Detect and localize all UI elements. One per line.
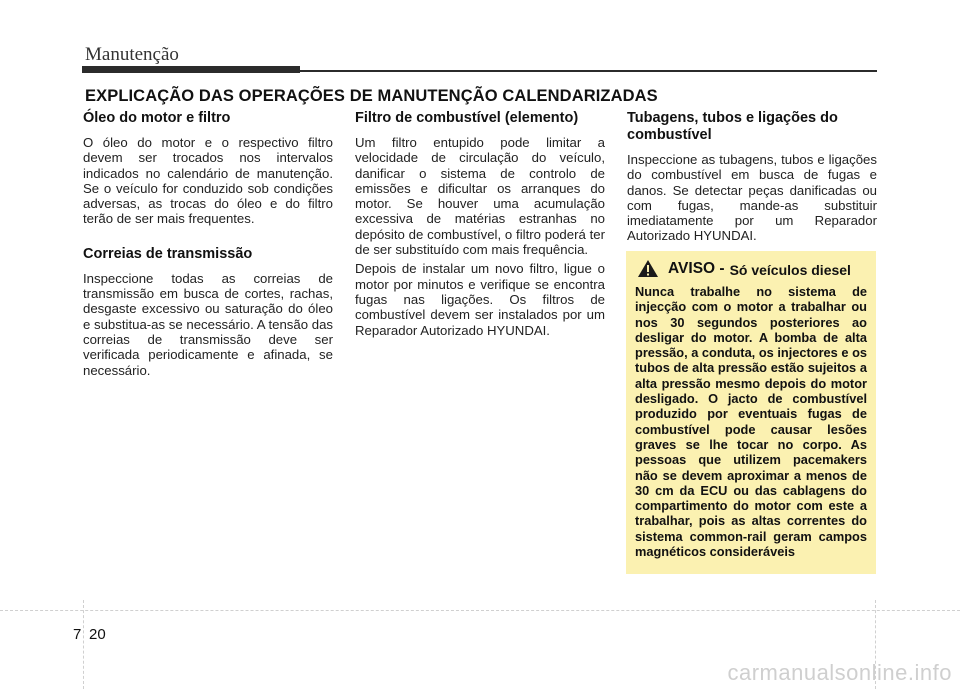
warning-title-row	[635, 259, 867, 278]
header-rule-thin	[300, 70, 877, 72]
fuel-filter-text-2: Depois de instalar um novo filtro, ligue o motor por minutos e verifique se encontra fugas nas ligações. Os filtros de combustível devem ser instalados por um Reparador Autorizado HYUNDAI.	[355, 261, 605, 338]
warning-subtitle: Só veículos diesel	[729, 262, 851, 278]
page-number: 20	[89, 626, 106, 643]
warning-text: Nunca trabalhe no sistema de injecção com o motor a trabalhar ou nos 30 segundos posteriores ao desligar do motor. A bomba de alta pressão, a conduta, os injectores e os tubos de alta pressão estão sujeitos a alta pressão mesmo depois do motor desligado. O jacto de combustível produzido por eventuais fugas de combustível pode causar lesões graves se lhe tocar no corpo. As pessoas que utilizem pacemakers não se devem aproximar a menos de 30 cm da ECU ou das cablagens do compartimento do motor com este a trabalhar, pois as altas correntes do sistema common-rail geram campos magnéticos consideráveis	[635, 284, 867, 560]
column-right	[627, 110, 877, 248]
drive-belts-heading: Correias de transmissão	[83, 245, 253, 262]
fuel-lines-heading: Tubagens, tubos e ligações do combustível	[627, 110, 838, 143]
watermark: carmanualsonline.info	[727, 660, 952, 685]
chapter-number: 7	[73, 626, 82, 643]
oil-filter-text: O óleo do motor e o respectivo filtro devem ser trocados nos intervalos indicados no calendário de manutenção. Se o veículo for conduzido sob condições adversas, as trocas do óleo e do filtro terão de ser mais frequentes.	[83, 135, 333, 227]
fuel-filter-text-1: Um filtro entupido pode limitar a velocidade de circulação do veículo, danificar o sistema de controlo de emissões e dificultar os arranques do motor. Se houver uma acumulação excessiva de matérias estranhas no depósito de combustível, o filtro poderá ter de ser substituído com mais frequência.	[355, 135, 605, 258]
warning-label: AVISO -	[668, 260, 725, 277]
warning-triangle-icon	[637, 259, 659, 278]
footer-divider	[0, 610, 960, 611]
oil-filter-heading: Óleo do motor e filtro	[83, 110, 231, 126]
column-middle	[355, 110, 605, 342]
header-rule-thick	[82, 66, 300, 73]
page-title: EXPLICAÇÃO DAS OPERAÇÕES DE MANUTENÇÃO CALENDARIZADAS	[85, 87, 658, 105]
drive-belts-text: Inspeccione todas as correias de transmissão em busca de cortes, rachas, desgaste excessivo ou saturação do óleo e substitua-as se necessário. A tensão das correias de transmissão deve ser verificada periodicamente e afinada, se necessário.	[83, 270, 333, 378]
column-left	[83, 110, 333, 382]
fuel-filter-heading: Filtro de combustível (elemento)	[355, 110, 579, 126]
warning-box	[626, 251, 876, 574]
fuel-lines-text: Inspeccione as tubagens, tubos e ligações do combustível em busca de fugas e danos. Se detectar peças danificadas ou com fugas, mande-as substituir imediatamente por um Reparador Autorizado HYUNDAI.	[627, 152, 877, 244]
footer-guide-left	[83, 600, 84, 689]
section-label: Manutenção	[85, 44, 179, 65]
